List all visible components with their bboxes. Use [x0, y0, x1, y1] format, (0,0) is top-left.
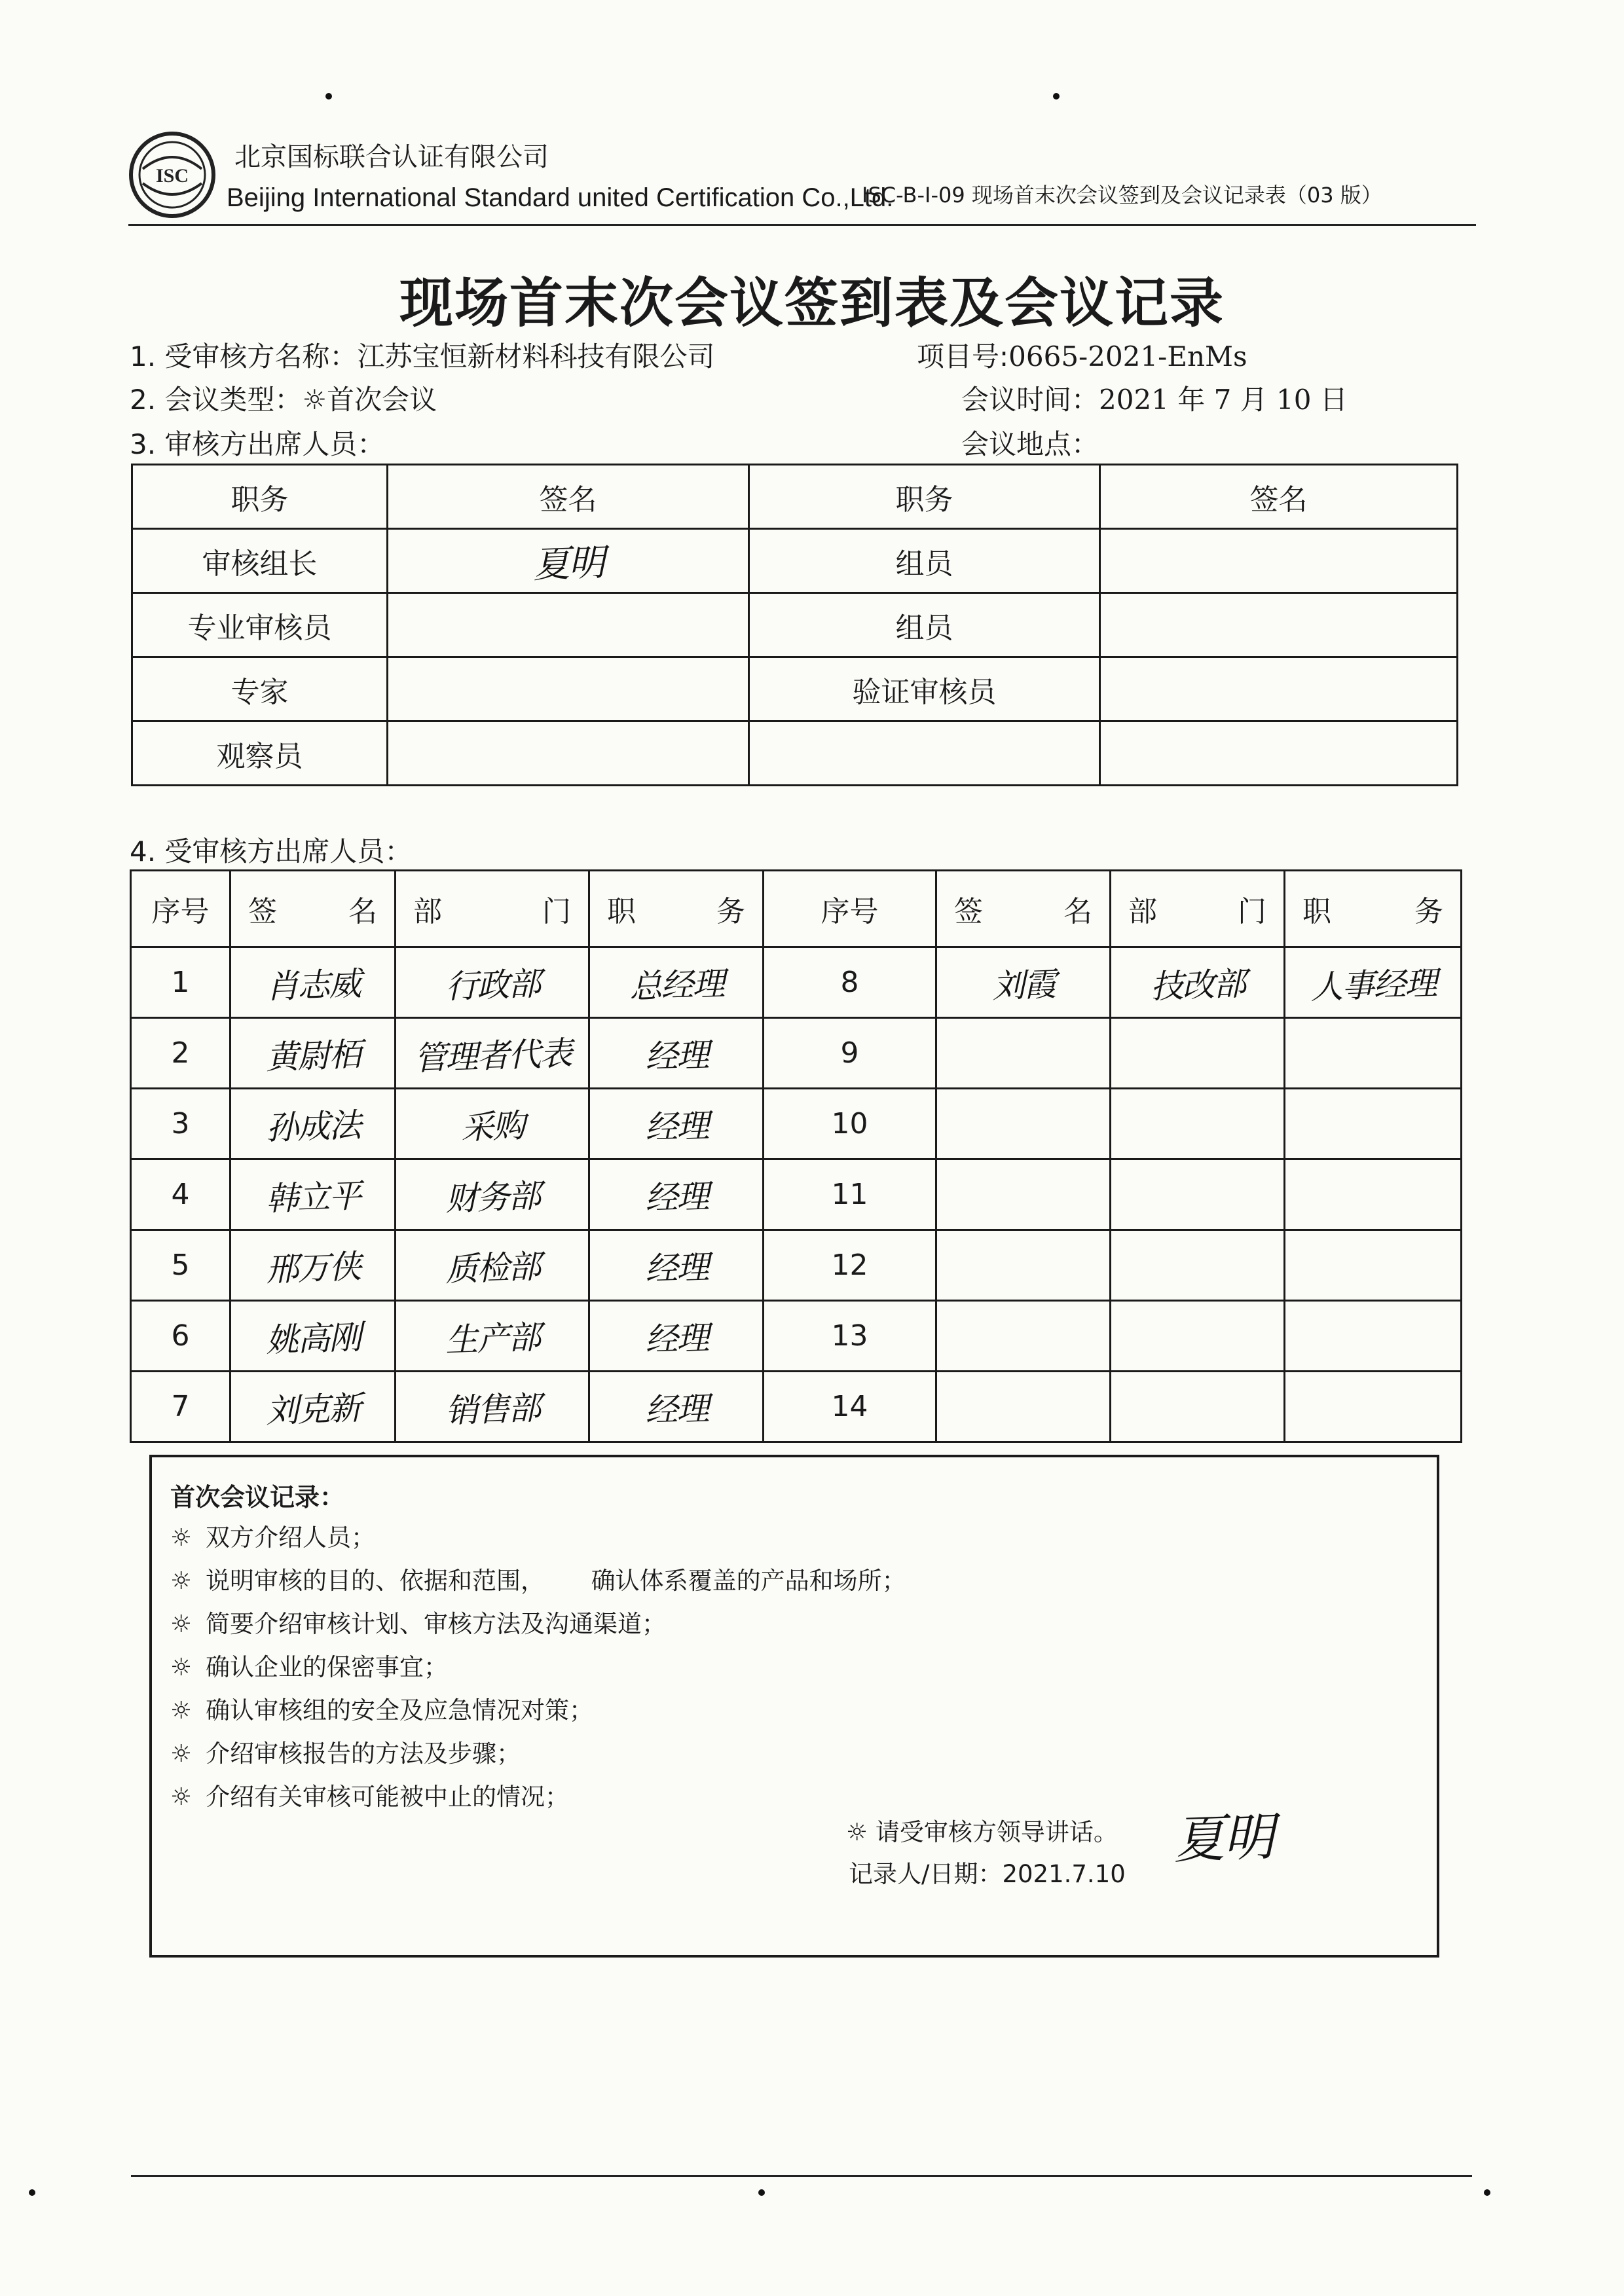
- signature-cell: [231, 1301, 396, 1372]
- header-title: 职 务: [1285, 871, 1462, 947]
- handwritten-entry: 经理: [644, 1106, 709, 1147]
- header-role: 职务: [749, 465, 1100, 529]
- position-cell: [1285, 1159, 1462, 1230]
- audit-team-row: [132, 657, 1458, 721]
- sun-bullet-icon: ☼: [170, 1783, 193, 1811]
- attendees-label-text: 4. 受审核方出席人员：: [130, 835, 413, 867]
- minutes-item: ☼ 介绍审核报告的方法及步骤；: [170, 1740, 521, 1768]
- meeting-type-line: [130, 378, 437, 418]
- company-name-cn: 北京国标联合认证有限公司: [234, 142, 549, 172]
- position-cell: [589, 1089, 764, 1159]
- department-cell: [396, 1372, 589, 1442]
- project-line: [917, 335, 1247, 374]
- row-number: 11: [764, 1159, 936, 1230]
- row-number: 2: [131, 1018, 231, 1089]
- handwritten-entry: 邢万侠: [265, 1247, 361, 1288]
- department-cell: [396, 1089, 589, 1159]
- sun-bullet-icon: ☼: [170, 1523, 193, 1552]
- punch-dot: [1484, 2189, 1490, 2196]
- signature-cell: [936, 1372, 1111, 1442]
- department-cell: [1111, 1159, 1285, 1230]
- signature-cell: [936, 1301, 1111, 1372]
- attendee-row: [131, 947, 1462, 1018]
- handwritten-entry: 孙成法: [265, 1106, 361, 1147]
- audit-team-label: 3. 审核方出席人员：: [130, 428, 385, 460]
- audit-team-line: [130, 423, 384, 462]
- header-sign: 签 名: [231, 871, 396, 947]
- handwritten-entry: 销售部: [444, 1389, 540, 1430]
- row-number: 13: [764, 1301, 936, 1372]
- role-cell: 专家: [132, 657, 388, 721]
- department-cell: [1111, 947, 1285, 1018]
- handwritten-entry: 经理: [644, 1318, 709, 1359]
- attendee-row: [131, 1018, 1462, 1089]
- header-dept: 部 门: [1111, 871, 1285, 947]
- role-cell: 组员: [749, 593, 1100, 657]
- role-cell: 验证审核员: [749, 657, 1100, 721]
- minutes-item: ☼ 简要介绍审核计划、审核方法及沟通渠道；: [170, 1610, 666, 1638]
- signature-cell: [388, 593, 749, 657]
- header-role: 职务: [132, 465, 388, 529]
- handwritten-entry: 采购: [460, 1106, 525, 1147]
- department-cell: [1111, 1230, 1285, 1301]
- handwritten-entry: 总经理: [628, 964, 724, 1006]
- handwritten-entry: 黄尉栢: [265, 1035, 361, 1076]
- handwritten-entry: 技改部: [1149, 964, 1246, 1006]
- attendee-row: [131, 1089, 1462, 1159]
- role-cell: 审核组长: [132, 529, 388, 593]
- header-signature: 签名: [1100, 465, 1458, 529]
- signature-cell: [231, 1089, 396, 1159]
- page-title: 现场首末次会议签到表及会议记录: [399, 272, 1225, 335]
- handwritten-entry: 人事经理: [1309, 964, 1437, 1006]
- position-cell: [589, 947, 764, 1018]
- audit-team-row: [132, 721, 1458, 786]
- punch-dot: [1053, 93, 1060, 100]
- audit-team-header-row: [132, 465, 1458, 529]
- audit-team-table: [131, 464, 1458, 786]
- handwritten-entry: 经理: [644, 1247, 709, 1288]
- signature-cell: [388, 721, 749, 786]
- minutes-item: ☼ 双方介绍人员；: [170, 1523, 375, 1552]
- signature-cell: [1100, 593, 1458, 657]
- position-cell: [589, 1301, 764, 1372]
- role-cell: 观察员: [132, 721, 388, 786]
- recorder-line: [849, 1854, 1126, 1889]
- handwritten-entry: 管理者代表: [413, 1034, 572, 1078]
- position-cell: [1285, 1230, 1462, 1301]
- signature-cell: [1100, 657, 1458, 721]
- signature-cell: [1100, 529, 1458, 593]
- position-cell: [1285, 1018, 1462, 1089]
- attendees-header-row: [131, 871, 1462, 947]
- attendee-row: [131, 1159, 1462, 1230]
- department-cell: [1111, 1089, 1285, 1159]
- meeting-place-line: [961, 423, 1099, 462]
- position-cell: [1285, 947, 1462, 1018]
- signature-cell: [231, 947, 396, 1018]
- row-number: 4: [131, 1159, 231, 1230]
- company-name-en: Beijing International Standard united Certification Co.,Ltd.: [227, 183, 894, 212]
- role-cell: 组员: [749, 529, 1100, 593]
- position-cell: [1285, 1301, 1462, 1372]
- attendees-label: [130, 830, 412, 869]
- auditee-label: 1. 受审核方名称：: [130, 340, 358, 373]
- signature-cell: [936, 1018, 1111, 1089]
- signature-cell: [388, 657, 749, 721]
- form-code: ISC-B-I-09 现场首末次会议签到及会议记录表（03 版）: [862, 183, 1382, 208]
- signature-cell: [936, 1159, 1111, 1230]
- row-number: 1: [131, 947, 231, 1018]
- minutes-item: ☼ 说明审核的目的、依据和范围， 确认体系覆盖的产品和场所；: [170, 1567, 906, 1595]
- sun-bullet-icon: ☼: [170, 1740, 193, 1768]
- department-cell: [1111, 1018, 1285, 1089]
- position-cell: [589, 1372, 764, 1442]
- meeting-time-line: [961, 378, 1348, 418]
- handwritten-signature: 夏明: [1172, 1808, 1274, 1870]
- header-divider: [128, 224, 1476, 226]
- row-number: 5: [131, 1230, 231, 1301]
- position-cell: [589, 1159, 764, 1230]
- row-number: 7: [131, 1372, 231, 1442]
- handwritten-entry: 经理: [644, 1389, 709, 1430]
- header-no: 序号: [764, 871, 936, 947]
- attendee-row: [131, 1301, 1462, 1372]
- department-cell: [396, 1301, 589, 1372]
- handwritten-signature: 夏明: [532, 541, 604, 587]
- signature-cell: [936, 1089, 1111, 1159]
- sun-bullet-icon: ☼: [170, 1653, 193, 1681]
- punch-dot: [29, 2189, 35, 2196]
- auditee-name: 江苏宝恒新材料科技有限公司: [357, 340, 715, 373]
- row-number: 9: [764, 1018, 936, 1089]
- signature-cell: [1100, 721, 1458, 786]
- department-cell: [1111, 1372, 1285, 1442]
- position-cell: [589, 1018, 764, 1089]
- header-title: 职 务: [589, 871, 764, 947]
- handwritten-entry: 质检部: [444, 1247, 540, 1288]
- signature-cell: [231, 1372, 396, 1442]
- department-cell: [396, 1230, 589, 1301]
- meeting-type-label: 2. 会议类型：: [130, 384, 303, 416]
- minutes-item: ☼ 介绍有关审核可能被中止的情况；: [170, 1783, 569, 1811]
- handwritten-entry: 刘克新: [265, 1389, 361, 1430]
- signature-cell: [231, 1230, 396, 1301]
- department-cell: [1111, 1301, 1285, 1372]
- row-number: 8: [764, 947, 936, 1018]
- row-number: 3: [131, 1089, 231, 1159]
- attendee-row: [131, 1372, 1462, 1442]
- meeting-time-value: 2021 年 7 月 10 日: [1099, 384, 1348, 416]
- sun-bullet-icon: ☼: [170, 1610, 193, 1638]
- header-sign: 签 名: [936, 871, 1111, 947]
- signature-cell: [936, 1230, 1111, 1301]
- header-no: 序号: [131, 871, 231, 947]
- position-cell: [1285, 1089, 1462, 1159]
- row-number: 6: [131, 1301, 231, 1372]
- audit-team-row: [132, 593, 1458, 657]
- recorder-label: 记录人/日期：: [849, 1860, 1003, 1888]
- logo-text: ISC: [155, 165, 189, 187]
- punch-dot: [325, 93, 332, 100]
- project-number: 0665-2021-EnMs: [1008, 340, 1247, 373]
- sun-bullet-icon: ☼: [170, 1567, 193, 1595]
- company-logo: [128, 131, 216, 219]
- audit-team-row: [132, 529, 1458, 593]
- position-cell: [1285, 1372, 1462, 1442]
- handwritten-entry: 刘霞: [991, 964, 1056, 1006]
- minutes-item: ☼ 确认企业的保密事宜；: [170, 1653, 448, 1681]
- department-cell: [396, 1018, 589, 1089]
- header-dept: 部 门: [396, 871, 589, 947]
- handwritten-entry: 姚高刚: [265, 1318, 361, 1359]
- recorder-signature: [1173, 1798, 1273, 1871]
- meeting-type-value: ☼首次会议: [302, 384, 437, 416]
- row-number: 14: [764, 1372, 936, 1442]
- handwritten-entry: 肖志威: [265, 964, 361, 1006]
- signature-cell: [231, 1018, 396, 1089]
- attendee-row: [131, 1230, 1462, 1301]
- recorder-date: 2021.7.10: [1002, 1860, 1126, 1888]
- handwritten-entry: 财务部: [444, 1176, 540, 1218]
- role-cell: [749, 721, 1100, 786]
- sun-bullet-icon: ☼: [170, 1696, 193, 1724]
- meeting-time-label: 会议时间：: [961, 384, 1099, 416]
- signature-cell: [231, 1159, 396, 1230]
- meeting-minutes-box: [149, 1455, 1439, 1958]
- handwritten-entry: 经理: [644, 1176, 709, 1218]
- handwritten-entry: 行政部: [444, 964, 540, 1006]
- signature-cell: [388, 529, 749, 593]
- row-number: 12: [764, 1230, 936, 1301]
- minutes-title: 首次会议记录：: [170, 1483, 345, 1512]
- row-number: 10: [764, 1089, 936, 1159]
- department-cell: [396, 1159, 589, 1230]
- project-label: 项目号:: [917, 340, 1009, 373]
- minutes-item: ☼ 确认审核组的安全及应急情况对策；: [170, 1696, 593, 1724]
- auditee-line: [130, 335, 714, 374]
- handwritten-entry: 经理: [644, 1035, 709, 1076]
- signature-cell: [936, 947, 1111, 1018]
- handwritten-entry: 韩立平: [265, 1176, 361, 1218]
- department-cell: [396, 947, 589, 1018]
- role-cell: 专业审核员: [132, 593, 388, 657]
- meeting-place-label: 会议地点：: [961, 428, 1099, 460]
- position-cell: [589, 1230, 764, 1301]
- attendees-table: [130, 869, 1462, 1443]
- closing-line: ☼ 请受审核方领导讲话。: [846, 1818, 1118, 1846]
- header-signature: 签名: [388, 465, 749, 529]
- footer-divider: [131, 2175, 1472, 2177]
- handwritten-entry: 生产部: [444, 1318, 540, 1359]
- punch-dot: [758, 2189, 765, 2196]
